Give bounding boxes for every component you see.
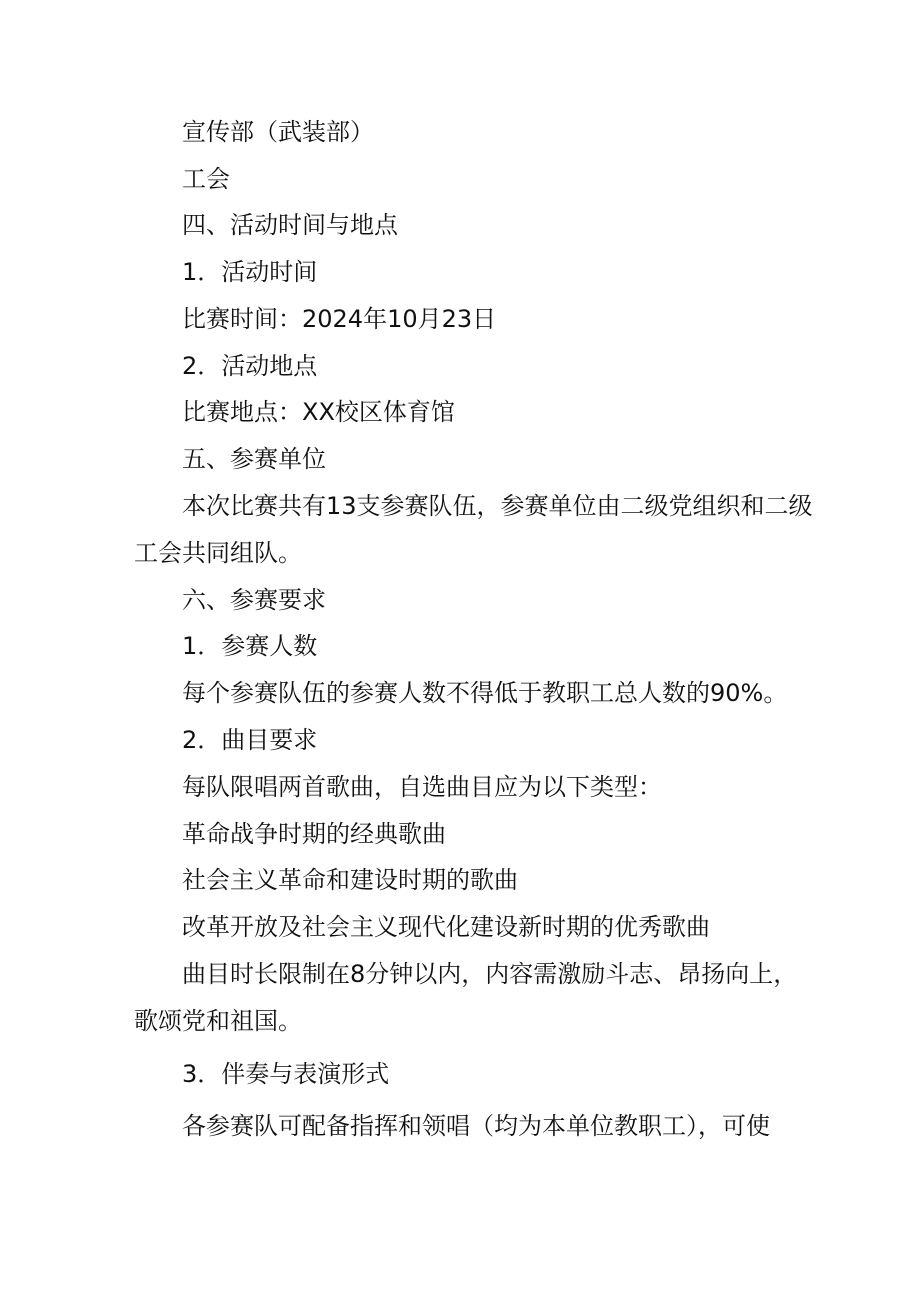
paragraph-event-time: 比赛时间：2024年10月23日 bbox=[182, 305, 497, 333]
list-item-song-type-3: 改革开放及社会主义现代化建设新时期的优秀歌曲 bbox=[182, 913, 710, 941]
section-heading-requirements: 六、参赛要求 bbox=[182, 586, 326, 614]
subheading-place: 2．活动地点 bbox=[182, 352, 318, 380]
paragraph-dept-propaganda: 宣传部（武装部） bbox=[182, 118, 374, 146]
paragraph-duration-2: 歌颂党和祖国。 bbox=[134, 1007, 302, 1035]
paragraph-participants-1: 本次比赛共有13支参赛队伍，参赛单位由二级党组织和二级 bbox=[182, 492, 813, 520]
subheading-headcount: 1．参赛人数 bbox=[182, 632, 318, 660]
paragraph-dept-union: 工会 bbox=[182, 165, 230, 193]
paragraph-headcount: 每个参赛队伍的参赛人数不得低于教职工总人数的90%。 bbox=[182, 679, 788, 707]
paragraph-duration-1: 曲目时长限制在8分钟以内，内容需激励斗志、昂扬向上， bbox=[182, 960, 798, 988]
subheading-performance: 3．伴奏与表演形式 bbox=[182, 1060, 390, 1088]
paragraph-participants-2: 工会共同组队。 bbox=[134, 539, 302, 567]
subheading-time: 1．活动时间 bbox=[182, 258, 318, 286]
paragraph-performance: 各参赛队可配备指挥和领唱（均为本单位教职工），可使 bbox=[182, 1112, 770, 1140]
paragraph-songs-intro: 每队限唱两首歌曲，自选曲目应为以下类型： bbox=[182, 773, 662, 801]
section-heading-participants: 五、参赛单位 bbox=[182, 445, 326, 473]
list-item-song-type-2: 社会主义革命和建设时期的歌曲 bbox=[182, 866, 518, 894]
section-heading-time-place: 四、活动时间与地点 bbox=[182, 211, 398, 239]
paragraph-event-place: 比赛地点：XX校区体育馆 bbox=[182, 398, 455, 426]
subheading-songs: 2．曲目要求 bbox=[182, 726, 318, 754]
list-item-song-type-1: 革命战争时期的经典歌曲 bbox=[182, 820, 446, 848]
